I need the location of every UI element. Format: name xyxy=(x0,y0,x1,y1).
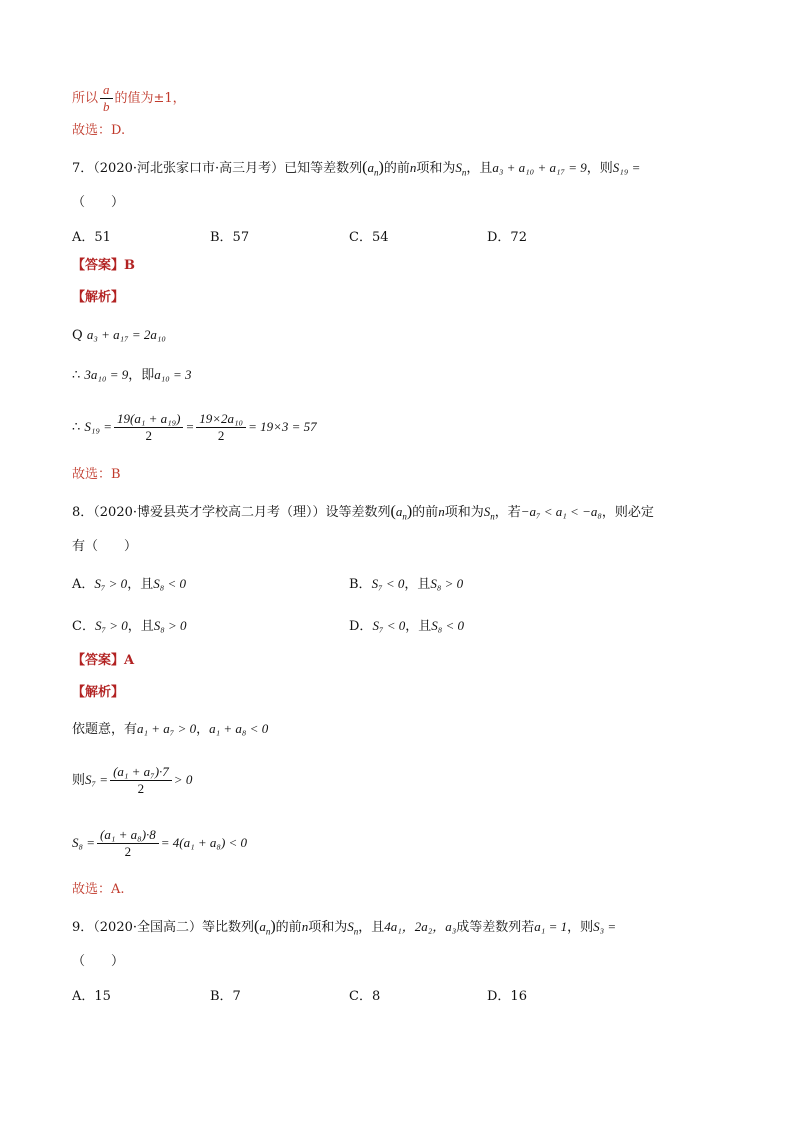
q7-option-c: C．54 xyxy=(349,230,389,245)
q8-step2: 则S₇ = $\frac{\text{(a₁ + a₇)·7}}{2}$ > 0 xyxy=(72,764,193,796)
top-select: 故选：D. xyxy=(72,123,126,138)
q8-line2: 有（ ） xyxy=(72,539,138,554)
q7-option-b: B．57 xyxy=(210,230,250,245)
seq-an: $(a_n)$ xyxy=(390,503,413,522)
q7-option-a: A．51 xyxy=(72,230,111,245)
seq-an: $(a_n)$ xyxy=(254,918,276,937)
q8-stem: 8．（2020·博爱县英才学校高二月考（理））设等差数列$(a_n)$的前n项和为$S_n$，若−a₇ < a₁ < −a₈，则必定 xyxy=(72,503,654,522)
q8-fraction-s7: $\frac{\text{(a₁ + a₇)·7}}{2}$ xyxy=(110,764,172,797)
q9-option-b: B．7 xyxy=(210,989,241,1004)
seq-an: $(a_n)$ xyxy=(362,159,384,178)
q8-analysis-label: 【解析】 xyxy=(72,685,125,700)
q7-step3: ∴ S₁₉ = $\frac{\text{19(a₁ + a₁₉)}}{2}$ = $\frac{\text{19×2a₁₀}}{2}$ = 19×3 = 57 xyxy=(72,411,317,443)
q7-fraction-2: $\frac{\text{19×2a₁₀}}{2}$ xyxy=(196,411,246,444)
q7-step1: Q a₃ + a₁₇ = 2a₁₀ xyxy=(72,327,166,343)
q9-stem: 9．（2020·全国高二）等比数列$(a_n)$的前n项和为$S_n$，且4a₁，2a₂，a₃成等差数列若a₁ = 1，则S₃ = xyxy=(72,918,617,937)
top-conclusion: 所以 $\frac{a}{b}$ 的值为±1， xyxy=(72,82,186,114)
q8-fraction-s8: $\frac{\text{(a₁ + a₈)·8}}{2}$ xyxy=(97,827,159,860)
q9-option-a: A．15 xyxy=(72,989,111,1004)
q8-answer: 【答案】A xyxy=(72,653,135,668)
q7-blank: （ ） xyxy=(72,195,125,210)
q7-stem: 7．（2020·河北张家口市·高三月考）已知等差数列$(a_n)$的前n项和为$S_n$，且a₃ + a₁₀ + a₁₇ = 9，则S₁₉ = xyxy=(72,159,641,178)
q7-step2: ∴ 3a₁₀ = 9，即a₁₀ = 3 xyxy=(72,367,192,383)
q8-select: 故选：A. xyxy=(72,882,125,897)
Sn: $S_n$ xyxy=(455,160,467,178)
q7-answer: 【答案】B xyxy=(72,258,135,273)
q9-option-d: D．16 xyxy=(487,989,527,1004)
Sn: $S_n$ xyxy=(483,504,495,522)
q8-option-d: D．S₇ < 0，且S₈ < 0 xyxy=(349,618,465,634)
q9-option-c: C．8 xyxy=(349,989,381,1004)
q8-option-a: A．S₇ > 0，且S₈ < 0 xyxy=(72,576,186,592)
q7-analysis-label: 【解析】 xyxy=(72,290,125,305)
q9-blank: （ ） xyxy=(72,954,125,969)
q8-step1: 依题意，有a₁ + a₇ > 0，a₁ + a₈ < 0 xyxy=(72,721,269,737)
q8-option-b: B．S₇ < 0，且S₈ > 0 xyxy=(349,576,464,592)
q7-select: 故选：B xyxy=(72,467,121,482)
q8-step3: S₈ = $\frac{\text{(a₁ + a₈)·8}}{2}$ = 4(a₁ + a₈) < 0 xyxy=(72,827,248,859)
q7-option-d: D．72 xyxy=(487,230,527,245)
Sn: $S_n$ xyxy=(347,919,359,937)
fraction-a-over-b: $\frac{a}{b}$ xyxy=(100,82,113,115)
q8-option-c: C．S₇ > 0，且S₈ > 0 xyxy=(72,618,187,634)
q7-fraction-1: $\frac{\text{19(a₁ + a₁₉)}}{2}$ xyxy=(114,411,184,444)
